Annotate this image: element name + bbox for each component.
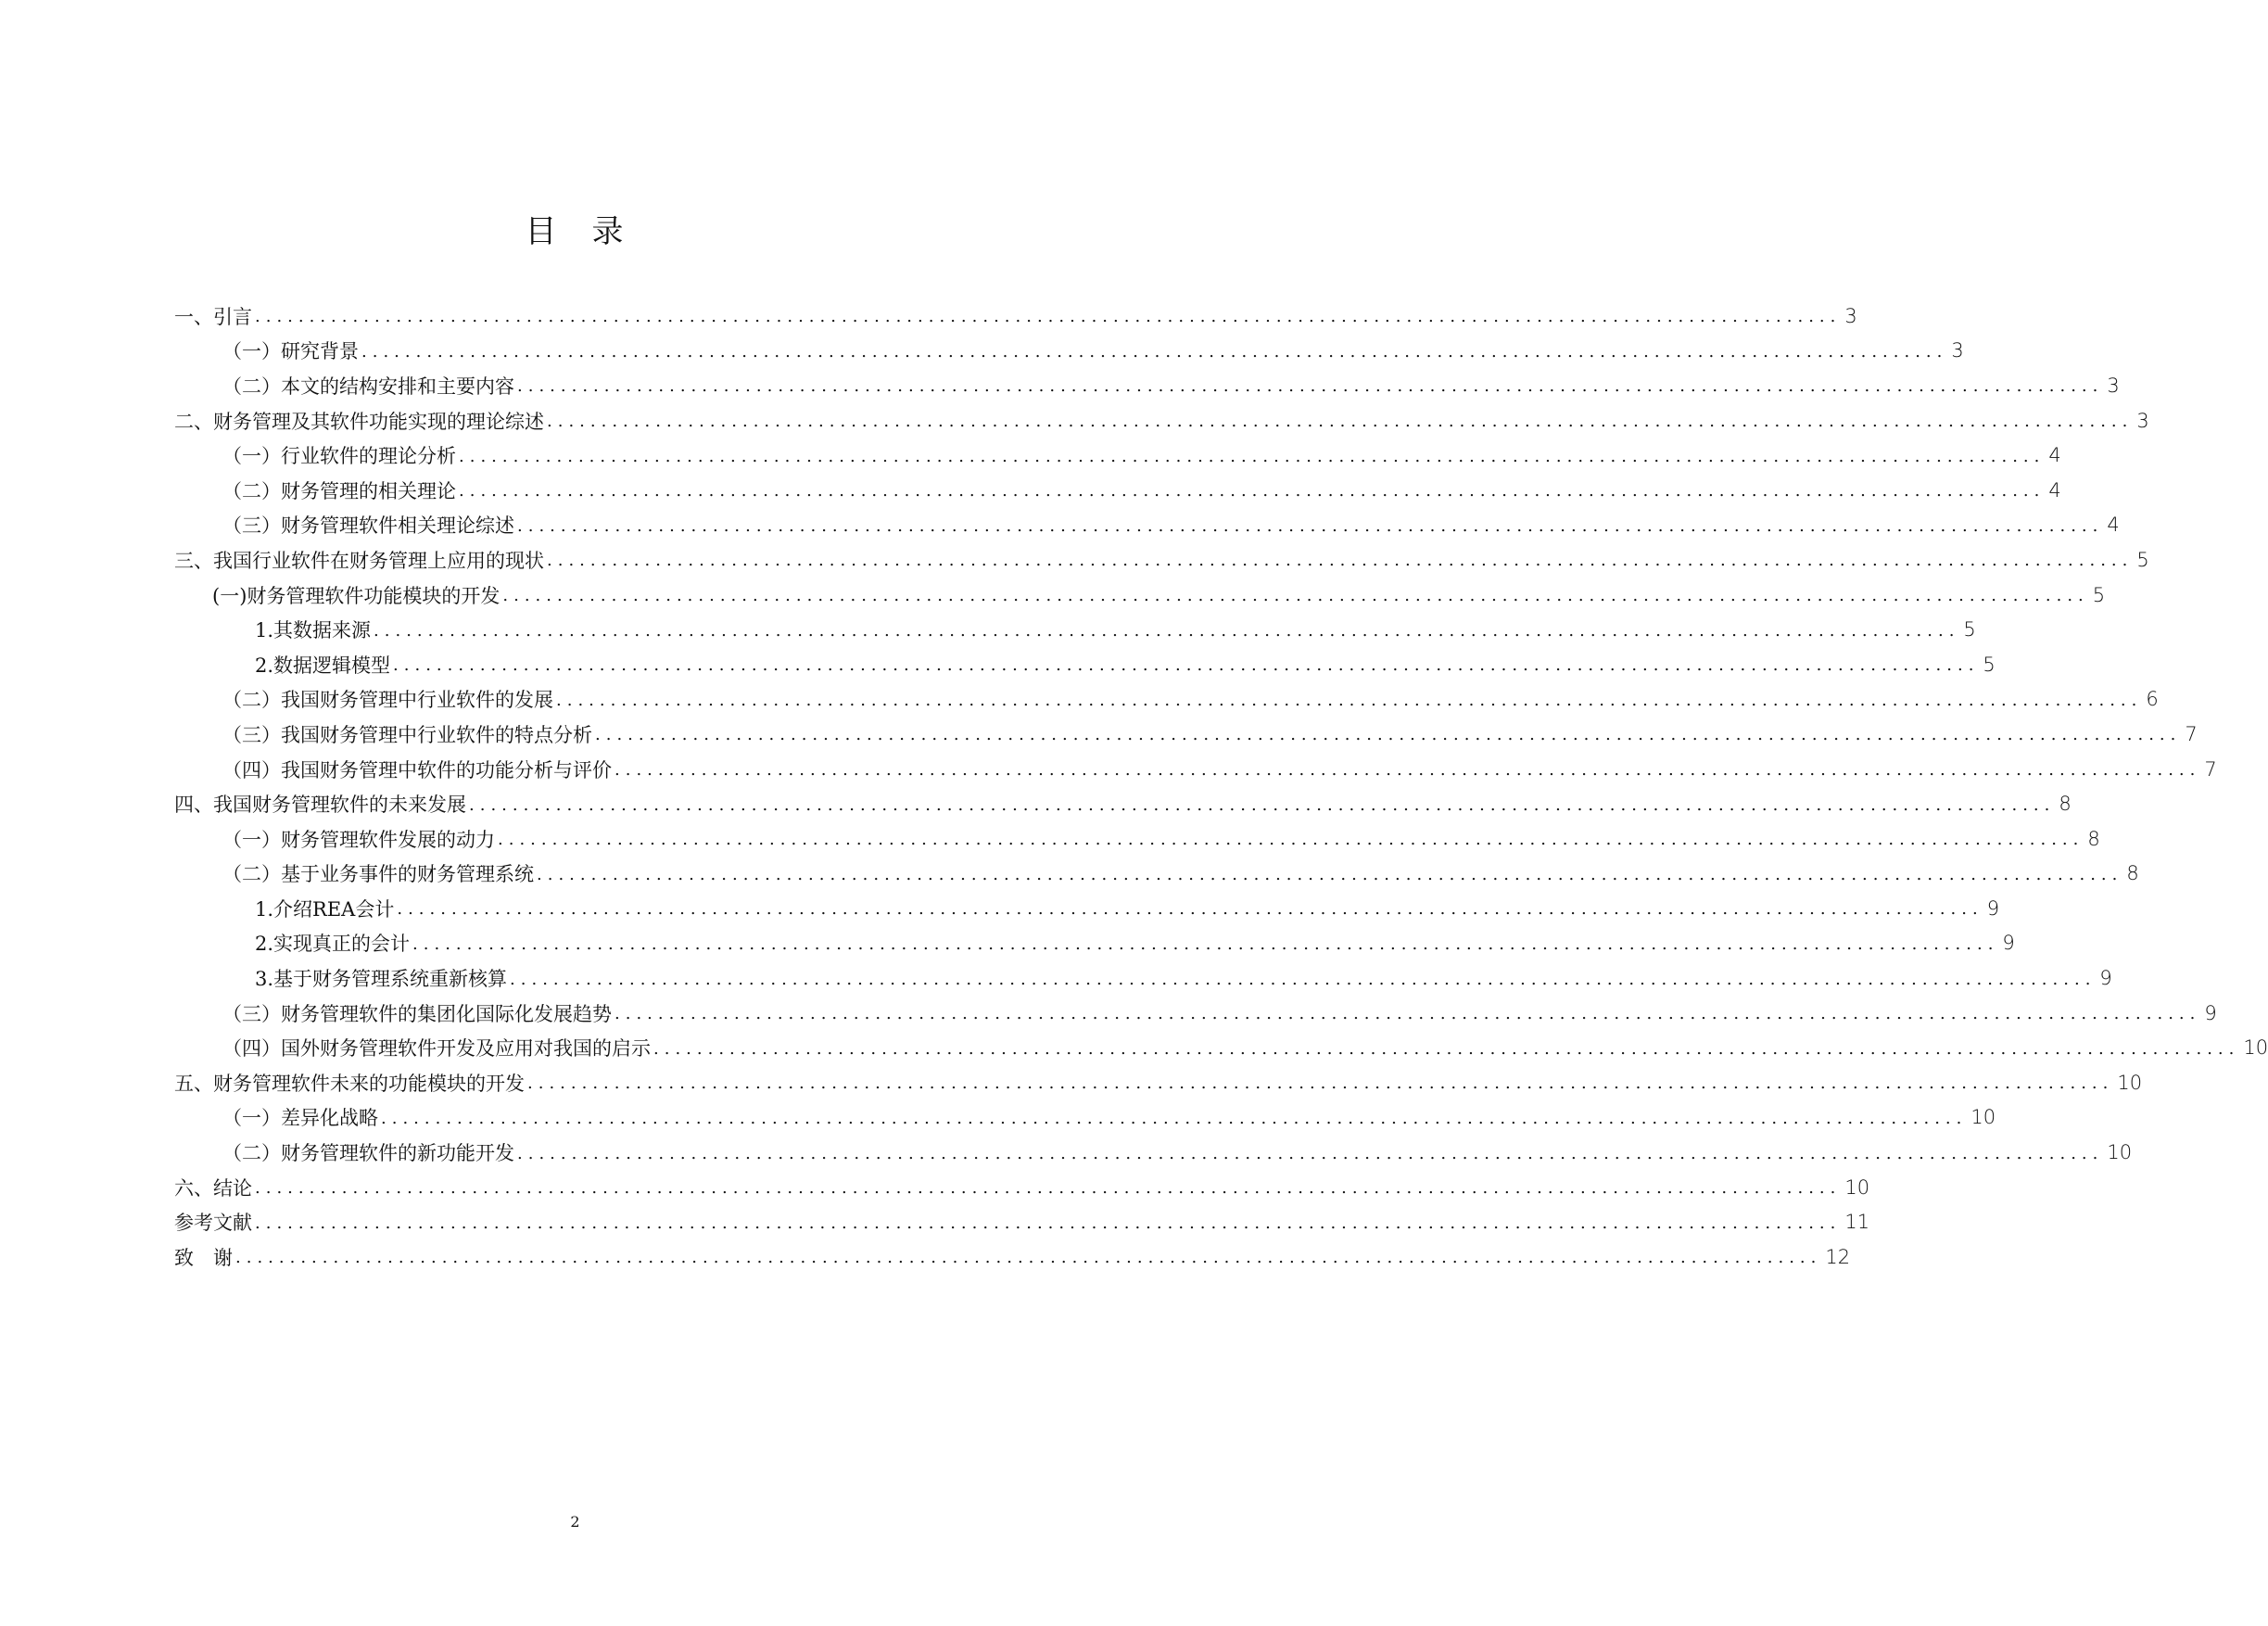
toc-entry-label: （一）差异化战略 xyxy=(222,1107,378,1130)
toc-entry[interactable] xyxy=(174,1135,2133,1170)
toc-entry[interactable] xyxy=(174,857,2139,892)
toc-entry-page: 5 xyxy=(1983,653,1996,676)
toc-dot-leader: .................................................................................................................................................. xyxy=(235,1248,1822,1268)
toc-dot-leader: .................................................................................................................................................. xyxy=(502,586,2089,606)
toc-entry-page: 8 xyxy=(2087,827,2100,850)
toc-entry-label: 2.数据逻辑模型 xyxy=(255,654,391,677)
toc-entry[interactable] xyxy=(174,334,1964,369)
toc-entry-label: （二）本文的结构安排和主要内容 xyxy=(222,375,514,398)
toc-entry-page: 12 xyxy=(1825,1245,1851,1268)
toc-entry-page: 5 xyxy=(1963,618,1976,642)
toc-entry[interactable] xyxy=(174,368,2120,403)
toc-entry-page: 4 xyxy=(2048,478,2061,502)
toc-dot-leader: .................................................................................................................................................. xyxy=(547,551,2134,571)
toc-dot-leader: .................................................................................................................................................. xyxy=(510,969,2097,989)
toc-entry[interactable] xyxy=(174,1204,1870,1239)
toc-entry-page: 11 xyxy=(1844,1211,1870,1234)
toc-dot-leader: .................................................................................................................................................. xyxy=(255,1213,1842,1233)
toc-dot-leader: .................................................................................................................................................. xyxy=(255,1178,1842,1199)
toc-dot-leader: .................................................................................................................................................. xyxy=(517,1143,2104,1163)
toc-dot-leader: .................................................................................................................................................. xyxy=(537,864,2123,884)
toc-entry-page: 4 xyxy=(2107,514,2120,537)
toc-entry-label: 六、结论 xyxy=(174,1176,252,1200)
toc-entry-page: 3 xyxy=(1951,339,1964,362)
toc-entry-page: 6 xyxy=(2146,688,2159,711)
toc-entry-label: 二、财务管理及其软件功能实现的理论综述 xyxy=(174,410,544,433)
toc-dot-leader: .................................................................................................................................................. xyxy=(517,515,2104,536)
toc-entry[interactable] xyxy=(174,578,2106,613)
toc-entry-page: 3 xyxy=(2107,374,2120,397)
toc-dot-leader: .................................................................................................................................................. xyxy=(255,307,1842,327)
table-of-contents xyxy=(174,299,2268,1275)
toc-entry-page: 8 xyxy=(2059,793,2072,816)
toc-entry[interactable] xyxy=(174,1239,1851,1275)
toc-entry[interactable] xyxy=(174,647,1996,682)
toc-entry-label: 1.介绍REA会计 xyxy=(255,897,395,921)
toc-entry-page: 7 xyxy=(2204,757,2217,781)
toc-entry-page: 5 xyxy=(2092,583,2106,606)
toc-entry-page: 5 xyxy=(2136,548,2149,571)
toc-entry-label: 2.实现真正的会计 xyxy=(255,933,411,956)
toc-entry-page: 9 xyxy=(2002,932,2015,955)
toc-entry[interactable] xyxy=(174,299,1857,334)
toc-entry-page: 4 xyxy=(2048,444,2061,467)
toc-entry-page: 3 xyxy=(2136,409,2149,432)
toc-dot-leader: .................................................................................................................................................. xyxy=(615,760,2201,781)
toc-entry[interactable] xyxy=(174,403,2149,438)
toc-entry[interactable] xyxy=(174,1065,2143,1100)
toc-entry-label: （二）我国财务管理中行业软件的发展 xyxy=(222,689,553,712)
toc-entry[interactable] xyxy=(174,1030,2268,1065)
toc-entry-label: （一）行业软件的理论分析 xyxy=(222,445,456,468)
toc-entry-label: 参考文献 xyxy=(174,1212,252,1235)
toc-entry-label: 1.其数据来源 xyxy=(255,619,372,642)
toc-dot-leader: .................................................................................................................................................. xyxy=(547,412,2134,432)
toc-dot-leader: .................................................................................................................................................. xyxy=(595,725,2182,745)
toc-entry-label: (一)财务管理软件功能模块的开发 xyxy=(212,584,500,607)
toc-entry[interactable] xyxy=(174,1100,1996,1136)
toc-dot-leader: .................................................................................................................................................. xyxy=(381,1108,1968,1128)
toc-entry-page: 10 xyxy=(2117,1071,2143,1094)
toc-entry[interactable] xyxy=(174,542,2149,578)
toc-entry[interactable] xyxy=(174,996,2217,1031)
toc-entry[interactable] xyxy=(174,612,1976,647)
toc-entry-page: 9 xyxy=(2204,1001,2217,1024)
toc-dot-leader: .................................................................................................................................................. xyxy=(469,794,2056,815)
toc-entry[interactable] xyxy=(174,821,2100,857)
toc-dot-leader: .................................................................................................................................................. xyxy=(459,446,2046,466)
toc-entry[interactable] xyxy=(174,717,2198,752)
toc-entry-page: 8 xyxy=(2126,862,2139,885)
toc-entry-label: （四）我国财务管理中软件的功能分析与评价 xyxy=(222,758,612,781)
toc-entry-label: （四）国外财务管理软件开发及应用对我国的启示 xyxy=(222,1037,651,1061)
toc-dot-leader: .................................................................................................................................................. xyxy=(615,1004,2201,1024)
toc-entry[interactable] xyxy=(174,752,2217,787)
toc-entry-label: （二）基于业务事件的财务管理系统 xyxy=(222,863,534,886)
toc-entry[interactable] xyxy=(174,473,2061,508)
toc-dot-leader: .................................................................................................................................................. xyxy=(517,376,2104,397)
toc-entry-page: 3 xyxy=(1844,304,1857,327)
toc-dot-leader: .................................................................................................................................................. xyxy=(393,655,1980,676)
toc-entry-page: 10 xyxy=(2243,1036,2268,1060)
toc-entry[interactable] xyxy=(174,508,2120,543)
toc-entry-label: 一、引言 xyxy=(174,305,252,328)
toc-entry-label: 致 谢 xyxy=(174,1246,233,1269)
toc-dot-leader: .................................................................................................................................................. xyxy=(527,1073,2114,1094)
toc-entry-label: （一）财务管理软件发展的动力 xyxy=(222,828,495,851)
toc-entry[interactable] xyxy=(174,1170,1870,1205)
toc-entry-label: （三）财务管理软件的集团化国际化发展趋势 xyxy=(222,1002,612,1025)
toc-entry[interactable] xyxy=(174,960,2112,996)
toc-entry-page: 7 xyxy=(2185,722,2198,745)
toc-entry-label: （三）我国财务管理中行业软件的特点分析 xyxy=(222,723,592,746)
toc-dot-leader: .................................................................................................................................................. xyxy=(556,690,2143,710)
toc-entry-page: 9 xyxy=(1986,896,2000,920)
toc-entry[interactable] xyxy=(174,682,2159,718)
toc-entry[interactable] xyxy=(174,926,2015,961)
toc-dot-leader: .................................................................................................................................................. xyxy=(498,830,2084,850)
toc-entry-page: 9 xyxy=(2099,967,2112,990)
toc-entry-label: （二）财务管理的相关理论 xyxy=(222,479,456,502)
toc-dot-leader: .................................................................................................................................................. xyxy=(397,899,1983,920)
toc-entry-label: （二）财务管理软件的新功能开发 xyxy=(222,1142,514,1165)
toc-entry-label: （三）财务管理软件相关理论综述 xyxy=(222,514,514,538)
toc-entry-label: 四、我国财务管理软件的未来发展 xyxy=(174,794,466,817)
toc-entry[interactable] xyxy=(174,891,2000,926)
toc-entry-label: 五、财务管理软件未来的功能模块的开发 xyxy=(174,1072,525,1095)
toc-dot-leader: .................................................................................................................................................. xyxy=(459,481,2046,502)
toc-entry-label: （一）研究背景 xyxy=(222,340,359,363)
toc-dot-leader: .................................................................................................................................................. xyxy=(361,341,1948,362)
toc-entry-label: 三、我国行业软件在财务管理上应用的现状 xyxy=(174,549,544,572)
toc-dot-leader: .................................................................................................................................................. xyxy=(653,1038,2240,1059)
toc-title: 目 录 xyxy=(525,213,626,250)
toc-entry[interactable] xyxy=(174,438,2061,473)
toc-entry[interactable] xyxy=(174,786,2072,821)
toc-dot-leader: .................................................................................................................................................. xyxy=(412,934,1999,954)
page-number: 2 xyxy=(570,1513,580,1531)
toc-entry-page: 10 xyxy=(1844,1175,1870,1199)
toc-dot-leader: .................................................................................................................................................. xyxy=(374,620,1960,641)
toc-entry-page: 10 xyxy=(2107,1141,2133,1164)
toc-entry-label: 3.基于财务管理系统重新核算 xyxy=(255,968,508,991)
toc-entry-page: 10 xyxy=(1970,1106,1996,1129)
